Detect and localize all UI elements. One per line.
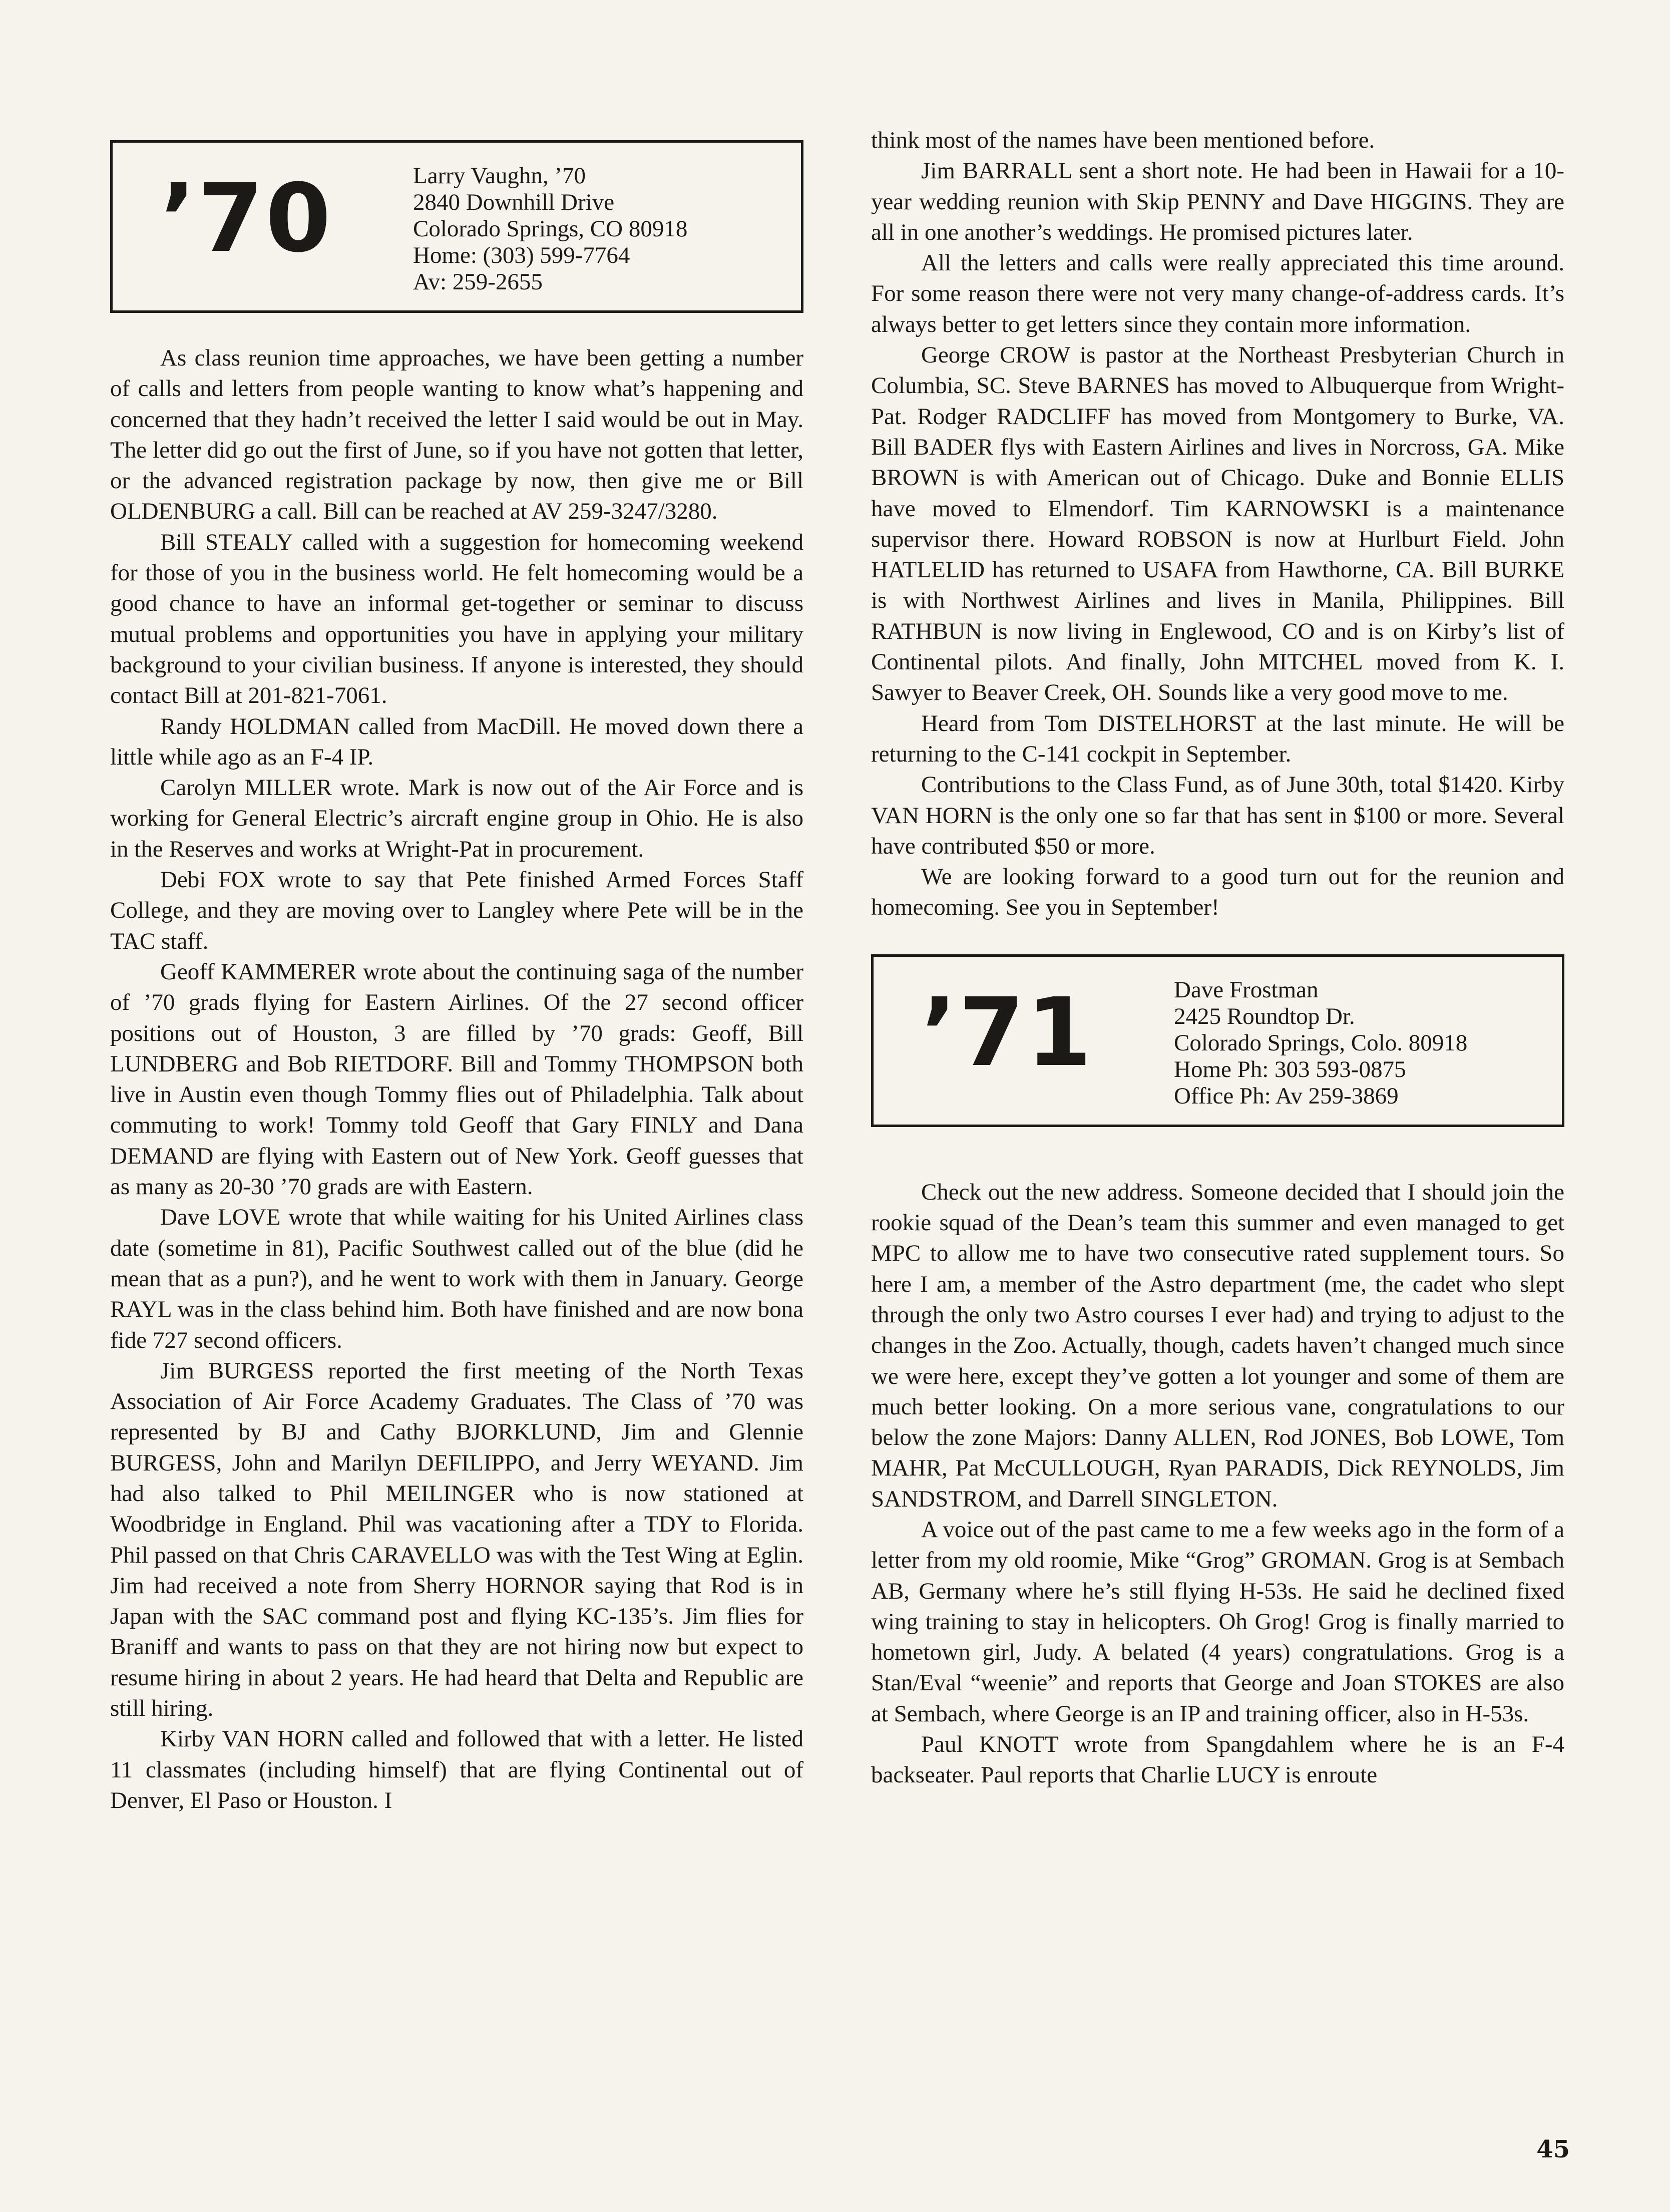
- paragraph: Dave LOVE wrote that while waiting for his United Airlines class date (sometime in 81), Pacific Southwest called out of the blue (did he mean that as a pun?), and he went to work with them in January. George RAYL was in the class behind him. Both have finished and are now bona fide 727 second officers.: [110, 1204, 803, 1353]
- paragraph: Geoff KAMMERER wrote about the continuing saga of the number of ’70 grads flying for Eastern Airlines. Of the 27 second officer positions out of Houston, 3 are filled by ’70 grads: Geoff, Bill LUNDBERG and Bob RIETDORF. Bill and Tommy THOMPSON both live in Austin even though Tommy flies out of Philadelphia. Talk about commuting to work! Tommy told Geoff that Gary FINLY and Dana DEMAND are flying with Eastern out of New York. Geoff guesses that as many as 20-30 ’70 grads are with Eastern.: [110, 958, 803, 1200]
- paragraph: Jim BARRALL sent a short note. He had been in Hawaii for a 10-year wedding reunion with Skip PENNY and Dave HIGGINS. They are all in one another’s weddings. He promised pictures later.: [871, 158, 1564, 245]
- class-1971-contact: [1174, 977, 1467, 1110]
- class-1970-column-text: [110, 343, 803, 1816]
- class-1970-header-box: [110, 140, 803, 313]
- contact-city: Colorado Springs, Colo. 80918: [1174, 1029, 1468, 1056]
- right-column: [871, 125, 1564, 1791]
- paragraph: Jim BURGESS reported the first meeting of the North Texas Association of Air Force Academy Graduates. The Class of ’70 was represented by BJ and Cathy BJORKLUND, Jim and Glennie BURGESS, John and Marilyn DEFILIPPO, and Jerry WEYAND. Jim had also talked to Phil MEILINGER who is now stationed at Woodbridge in England. Phil was vacationing after a TDY to Florida. Phil passed on that Chris CARAVELLO was with the Test Wing at Eglin. Jim had received a note from Sherry HORNOR saying that Rod is in Japan with the SAC command post and flying KC-135’s. Jim flies for Braniff and wants to pass on that they are not hiring now but expect to resume hiring in about 2 years. He had heard that Delta and Republic are still hiring.: [110, 1357, 803, 1722]
- contact-city: Colorado Springs, CO 80918: [413, 216, 688, 242]
- contact-office-phone: Office Ph: Av 259-3869: [1174, 1082, 1399, 1109]
- contact-name: Dave Frostman: [1174, 976, 1319, 1003]
- paragraph: Paul KNOTT wrote from Spangdahlem where he is an F-4 backseater. Paul reports that Charlie LUCY is enroute: [871, 1731, 1564, 1788]
- class-1971-header-box: [871, 954, 1564, 1127]
- contact-home-phone: Home Ph: 303 593-0875: [1174, 1056, 1406, 1082]
- paragraph: think most of the names have been mentioned before.: [871, 127, 1375, 153]
- page-number: 45: [1536, 2135, 1570, 2163]
- paragraph: Heard from Tom DISTELHORST at the last minute. He will be returning to the C-141 cockpit in September.: [871, 710, 1564, 767]
- paragraph: Check out the new address. Someone decided that I should join the rookie squad of the Dean’s team this summer and even managed to get MPC to allow me to have two consecutive rated supplement tours. So here I am, a member of the Astro department (me, the cadet who slept through the only two Astro courses I ever had) and trying to adjust to the changes in the Zoo. Actually, though, cadets haven’t changed much since we were here, except they’ve gotten a lot younger and some of them are much better looking. On a more serious vane, congratulations to our below the zone Majors: Danny ALLEN, Rod JONES, Bob LOWE, Tom MAHR, Pat McCULLOUGH, Ryan PARADIS, Dick REYNOLDS, Jim SANDSTROM, and Darrell SINGLETON.: [871, 1179, 1564, 1512]
- paragraph: As class reunion time approaches, we have been getting a number of calls and letters from people wanting to know what’s happening and concerned that they hadn’t received the letter I said would be out in May. The letter did go out the first of June, so if you have not gotten that letter, or the advanced registration package by now, then give me or Bill OLDENBURG a call. Bill can be reached at AV 259-3247/3280.: [110, 345, 803, 525]
- paragraph: Bill STEALY called with a suggestion for homecoming weekend for those of you in the business world. He felt homecoming would be a good chance to have an informal get-together or seminar to discuss mutual problems and opportunities you have in applying your military background to your civilian business. If anyone is interested, they should contact Bill at 201-821-7061.: [110, 529, 803, 709]
- paragraph: Contributions to the Class Fund, as of June 30th, total $1420. Kirby VAN HORN is the only one so far that has sent in $100 or more. Several have contributed $50 or more.: [871, 772, 1564, 859]
- left-column: [110, 140, 803, 1816]
- class-1970-contact: [413, 163, 687, 295]
- contact-street: 2425 Roundtop Dr.: [1174, 1003, 1355, 1029]
- class-year-71: ’71: [921, 977, 1094, 1087]
- paragraph: Debi FOX wrote to say that Pete finished Armed Forces Staff College, and they are moving over to Langley where Pete will be in the TAC staff.: [110, 867, 803, 954]
- paragraph: George CROW is pastor at the Northeast Presbyterian Church in Columbia, SC. Steve BARNES has moved to Albuquerque from Wright-Pat. Rodger RADCLIFF has moved from Montgomery to Burke, VA. Bill BADER flys with Eastern Airlines and lives in Norcross, GA. Mike BROWN is with American out of Chicago. Duke and Bonnie ELLIS have moved to Elmendorf. Tim KARNOWSKI is a maintenance supervisor there. Howard ROBSON is now at Hurlburt Field. John HATLELID has returned to USAFA from Hawthorne, CA. Bill BURKE is with Northwest Airlines and lives in Manila, Philippines. Bill RATHBUN is now living in Englewood, CO and is on Kirby’s list of Continental pilots. And finally, John MITCHEL moved from K. I. Sawyer to Beaver Creek, OH. Sounds like a very good move to me.: [871, 342, 1564, 706]
- contact-home-phone: Home: (303) 599-7764: [413, 242, 630, 268]
- paragraph: All the letters and calls were really appreciated this time around. For some reason there were not very many change-of-address cards. It’s always better to get letters since they contain more information.: [871, 250, 1564, 337]
- paragraph: We are looking forward to a good turn out for the reunion and homecoming. See you in September!: [871, 864, 1564, 921]
- contact-av-phone: Av: 259-2655: [413, 269, 543, 295]
- paragraph: Carolyn MILLER wrote. Mark is now out of the Air Force and is working for General Electric’s aircraft engine group in Ohio. He is also in the Reserves and works at Wright-Pat in procurement.: [110, 775, 803, 862]
- class-1971-column-text: [871, 1177, 1564, 1791]
- class-1970-continued-text: [871, 125, 1564, 923]
- paragraph: A voice out of the past came to me a few weeks ago in the form of a letter from my old roomie, Mike “Grog” GROMAN. Grog is at Sembach AB, Germany where he’s still flying H-53s. He said he declined fixed wing training to stay in helicopters. Oh Grog! Grog is finally married to hometown girl, Judy. A belated (4 years) congratulations. Grog is a Stan/Eval “weenie” and reports that George and Joan STOKES are also at Sembach, where George is an IP and training officer, also in H-53s.: [871, 1516, 1564, 1727]
- class-year-70: ’70: [160, 164, 333, 273]
- paragraph: Kirby VAN HORN called and followed that with a letter. He listed 11 classmates (including himself) that are flying Continental out of Denver, El Paso or Houston. I: [110, 1726, 803, 1813]
- contact-street: 2840 Downhill Drive: [413, 189, 615, 215]
- paragraph: Randy HOLDMAN called from MacDill. He moved down there a little while ago as an F-4 IP.: [110, 713, 803, 770]
- contact-name: Larry Vaughn, ’70: [413, 163, 586, 189]
